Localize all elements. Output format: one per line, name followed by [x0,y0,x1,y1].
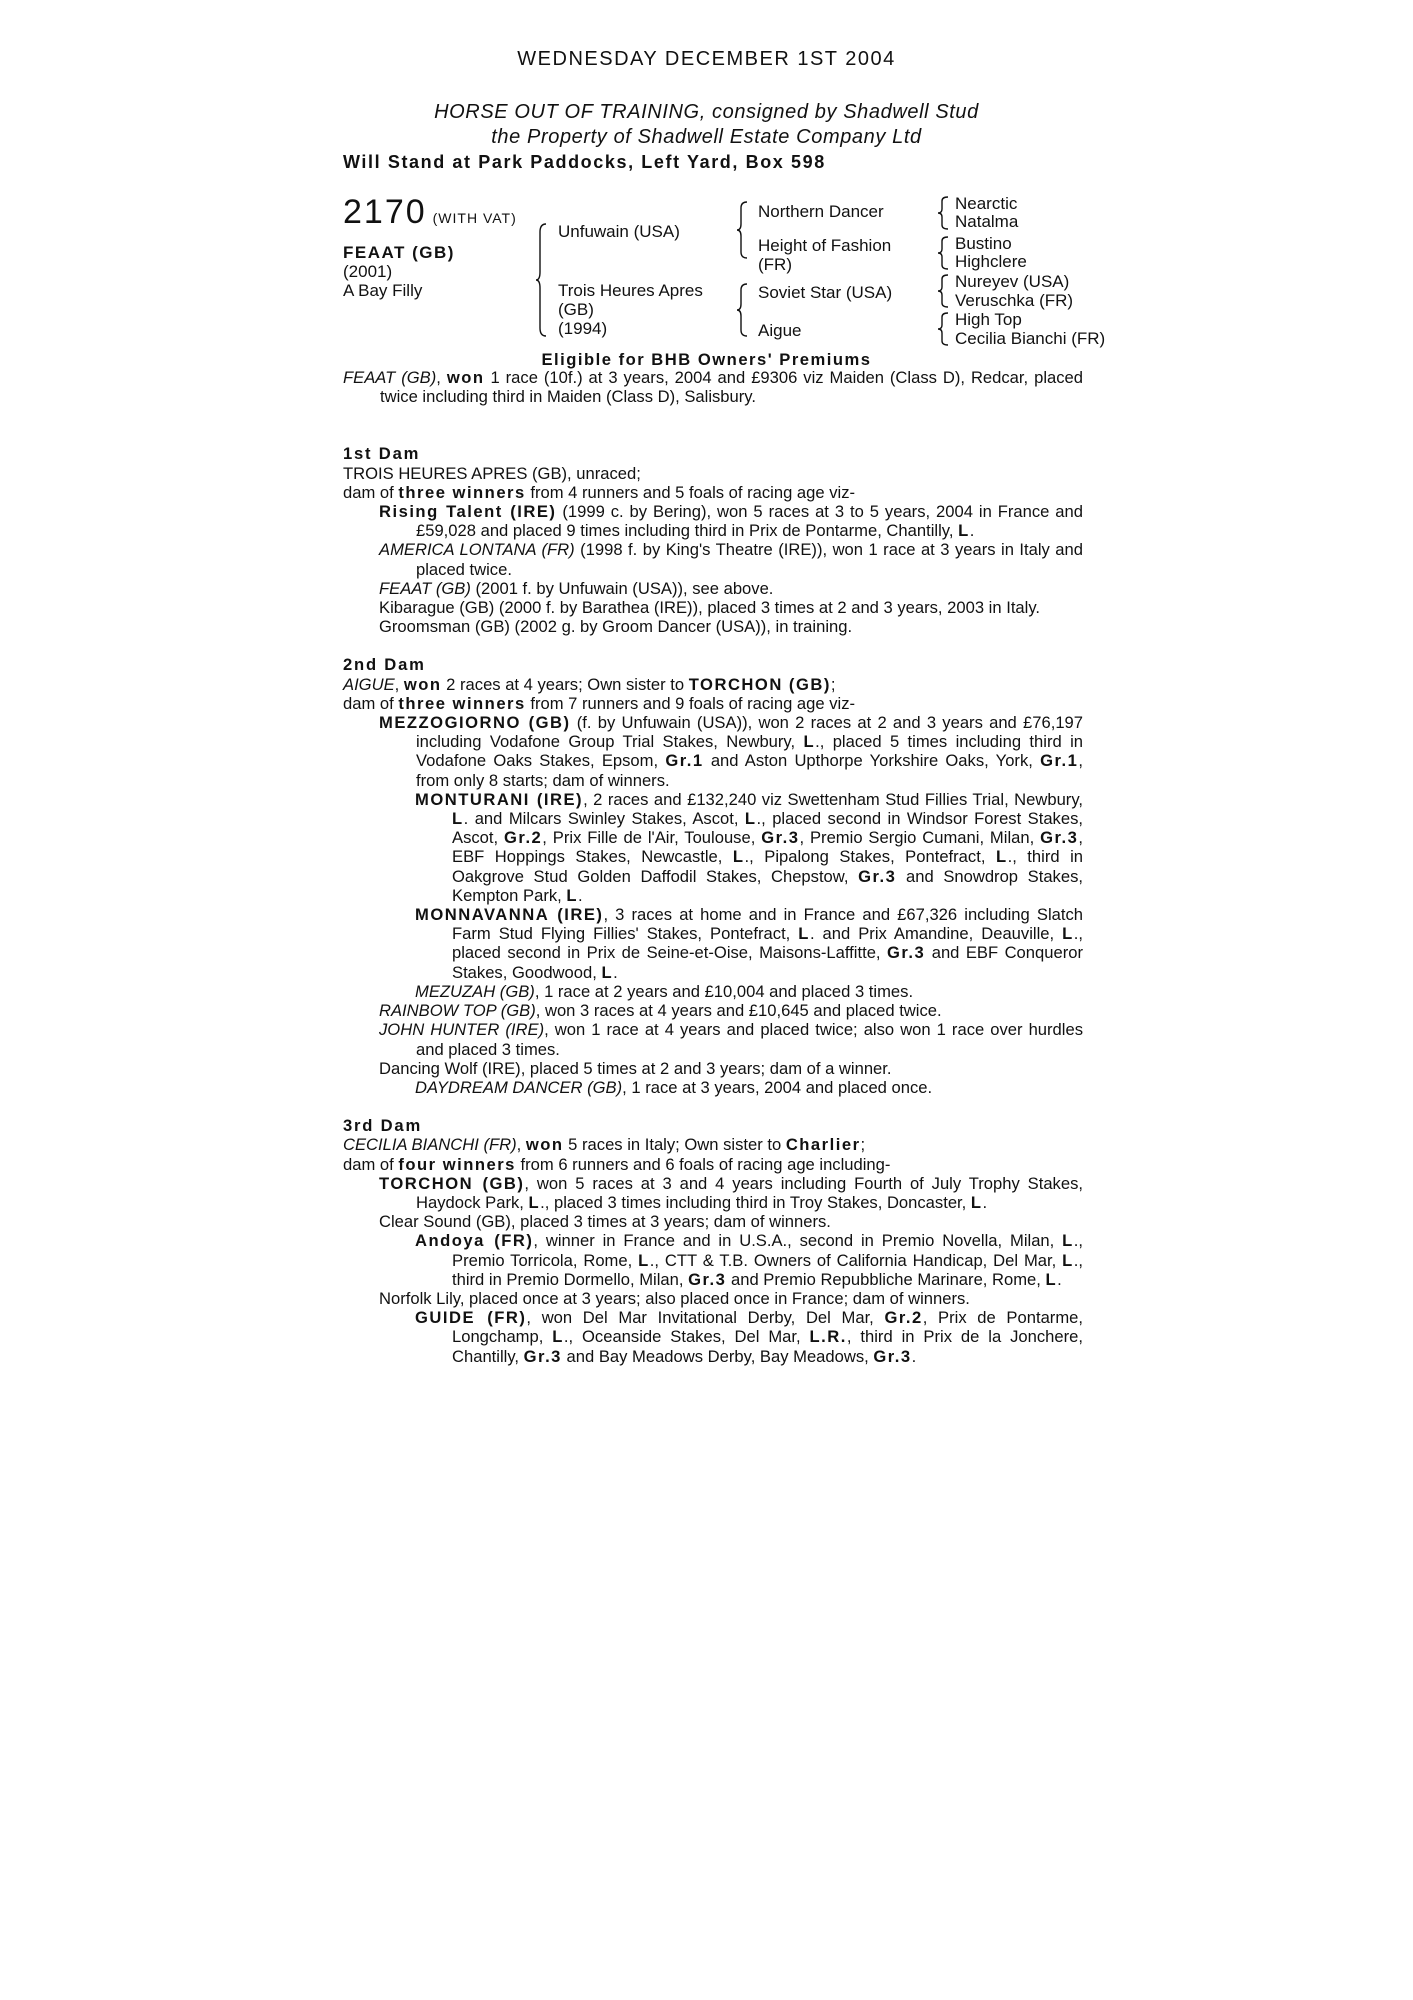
list-item: DAYDREAM DANCER (GB), 1 race at 3 years, 2004 and placed once. [415,1077,933,1097]
list-item: Kibarague (GB) (2000 f. by Barathea (IRE)), placed 3 times at 2 and 3 years, 2003 in Italy. [379,598,1041,618]
list-item: JOHN HUNTER (IRE), won 1 race at 4 years and placed twice; also won 1 race over hurdles and placed 3 times. [379,1020,1084,1059]
third-dam-produce: dam of four winners from 6 runners and 6 foals of racing age including- [343,1154,891,1174]
list-item: TORCHON (GB), won 5 races at 3 and 4 years including Fourth of July Trophy Stakes, Haydock Park, L., placed 3 times including third in Troy Stakes, Doncaster, L. [379,1173,1083,1212]
vat-label: (WITH VAT) [432,210,517,226]
pedigree-dsd: Veruschka (FR) [955,291,1074,310]
pedigree-sire: Unfuwain (USA) [558,222,680,241]
pedigree-sire-dam-line2: (FR) [758,255,792,274]
pedigree-dam-line3: (1994) [558,319,608,338]
racing-horse-name: FEAAT (GB) [343,368,437,387]
racing-record: FEAAT (GB), won 1 race (10f.) at 3 years, 2004 and £9306 viz Maiden (Class D), Redcar, placed twice including third in Maiden (Class D), Salisbury. [343,368,1083,407]
horse-description: A Bay Filly [343,281,423,300]
first-dam-produce: dam of three winners from 4 runners and 5 foals of racing age viz- [343,482,856,502]
list-item: AMERICA LONTANA (FR) (1998 f. by King's Theatre (IRE)), won 1 race at 3 years in Italy and placed twice. [379,540,1083,579]
third-dam-intro: CECILIA BIANCHI (FR), won 5 races in Italy; Own sister to Charlier; [343,1135,866,1155]
pedigree-sss: Nearctic [955,194,1018,213]
sale-date: WEDNESDAY DECEMBER 1ST 2004 [517,48,896,70]
second-dam-intro: AIGUE, won 2 races at 4 years; Own sister to TORCHON (GB); [343,674,836,694]
horse-name: FEAAT (GB) [343,243,455,262]
eligibility-note: Eligible for BHB Owners' Premiums [541,350,872,369]
pedigree-dam-sire: Soviet Star (USA) [758,283,893,302]
second-dam-produce: dam of three winners from 7 runners and 9 foals of racing age viz- [343,693,856,713]
pedigree-sds: Bustino [955,234,1012,253]
foaling-year: (2001) [343,262,393,281]
pedigree-brace-dd [938,311,950,347]
stand-location: Will Stand at Park Paddocks, Left Yard, Box 598 [343,152,826,172]
pedigree-brace-sd [938,235,950,271]
list-item: Groomsman (GB) (2002 g. by Groom Dancer (USA)), in training. [379,617,853,637]
consignor-line: HORSE OUT OF TRAINING, consigned by Shadwell Stud [434,101,979,123]
pedigree-ddd: Cecilia Bianchi (FR) [955,329,1106,348]
pedigree-brace-main [536,222,548,338]
pedigree-brace-sire [737,200,749,260]
list-item: Rising Talent (IRE) (1999 c. by Bering), won 5 races at 3 to 5 years, 2004 in France and £59,028 and placed 9 times including third in Prix de Pontarme, Chantilly, L. [379,502,1083,541]
third-dam-heading: 3rd Dam [343,1116,422,1136]
lot-number [343,193,517,232]
pedigree-sdd: Highclere [955,252,1027,271]
pedigree-dss: Nureyev (USA) [955,272,1070,291]
list-item: Clear Sound (GB), placed 3 times at 3 years; dam of winners. [379,1212,831,1232]
pedigree-sire-sire: Northern Dancer [758,202,884,221]
pedigree-dam-dam: Aigue [758,321,802,340]
pedigree-brace-ds [938,273,950,309]
second-dam-heading: 2nd Dam [343,655,426,675]
body-text [343,368,1083,1366]
list-item: Norfolk Lily, placed once at 3 years; also placed once in France; dam of winners. [379,1288,970,1308]
list-item: RAINBOW TOP (GB), won 3 races at 4 years and £10,645 and placed twice. [379,1001,942,1021]
list-item: FEAAT (GB) (2001 f. by Unfuwain (USA)), see above. [379,578,774,598]
list-item: Dancing Wolf (IRE), placed 5 times at 2 and 3 years; dam of a winner. [379,1058,892,1078]
lot-number-value: 2170 [343,193,427,231]
pedigree-dam-line2: (GB) [558,300,594,319]
list-item: Andoya (FR), winner in France and in U.S.A., second in Premio Novella, Milan, L., Premio Torricola, Rome, L., CTT & T.B. Owners of California Handicap, Del Mar, L., third in Premio Dormello, Milan, Gr.3 and Premio Repubbliche Marinare, Rome, L. [415,1231,1083,1289]
pedigree-brace-ss [938,195,950,231]
property-line: the Property of Shadwell Estate Company Ltd [491,126,922,148]
pedigree-dam-line1: Trois Heures Apres [558,281,703,300]
pedigree-ssd: Natalma [955,212,1019,231]
first-dam-intro: TROIS HEURES APRES (GB), unraced; [343,463,641,483]
list-item: GUIDE (FR), won Del Mar Invitational Derby, Del Mar, Gr.2, Prix de Pontarme, Longchamp, L., Oceanside Stakes, Del Mar, L.R., third in Prix de la Jonchere, Chantilly, Gr.3 and Bay Meadows Derby, Bay Meadows, Gr.3. [415,1308,1083,1366]
pedigree-dds: High Top [955,310,1022,329]
list-item: MONNAVANNA (IRE), 3 races at home and in France and £67,326 including Slatch Farm Stud Flying Fillies' Stakes, Pontefract, L. and Prix Amandine, Deauville, L., placed second in Prix de Seine-et-Oise, Maisons-Laffitte, Gr.3 and EBF Conqueror Stakes, Goodwood, L. [415,905,1083,982]
list-item: MEZUZAH (GB), 1 race at 2 years and £10,004 and placed 3 times. [415,981,914,1001]
list-item: MONTURANI (IRE), 2 races and £132,240 viz Swettenham Stud Fillies Trial, Newbury, L. and Milcars Swinley Stakes, Ascot, L., placed second in Windsor Forest Stakes, Ascot, Gr.2, Prix Fille de l'Air, Toulouse, Gr.3, Premio Sergio Cumani, Milan, Gr.3, EBF Hoppings Stakes, Newcastle, L., Pipalong Stakes, Pontefract, L., third in Oakgrove Stud Golden Daffodil Stakes, Chepstow, Gr.3 and Snowdrop Stakes, Kempton Park, L. [415,789,1084,905]
pedigree-brace-dam [737,282,749,338]
first-dam-heading: 1st Dam [343,444,421,464]
pedigree-sire-dam-line1: Height of Fashion [758,236,892,255]
list-item: MEZZOGIORNO (GB) (f. by Unfuwain (USA)), won 2 races at 2 and 3 years and £76,197 including Vodafone Group Trial Stakes, Newbury, L., placed 5 times including third in Vodafone Oaks Stakes, Epsom, Gr.1 and Aston Upthorpe Yorkshire Oaks, York, Gr.1, from only 8 starts; dam of winners. [379,713,1083,790]
